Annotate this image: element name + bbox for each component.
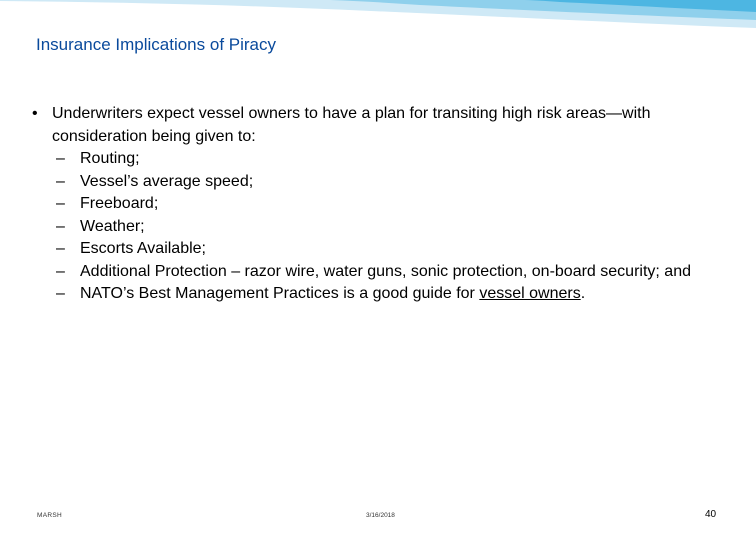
header-wave-decoration	[0, 0, 756, 40]
main-bullet	[32, 103, 722, 148]
list-item-text: Routing;	[80, 150, 140, 167]
list-item	[32, 193, 722, 216]
dash-icon: –	[56, 172, 65, 190]
bullet-icon: •	[32, 105, 38, 122]
footer-date: 3/16/2018	[366, 512, 395, 519]
nato-text-end: .	[580, 285, 586, 302]
nato-text: NATO’s Best Management Practices is a good guide for	[80, 285, 480, 302]
list-item-text: Weather;	[80, 217, 145, 235]
dash-icon: –	[56, 240, 65, 257]
dash-icon: –	[56, 285, 65, 302]
list-item	[32, 148, 722, 171]
dash-icon: –	[56, 195, 65, 212]
dash-icon: –	[56, 150, 65, 167]
vessel-owners-link[interactable]: vessel owners	[479, 285, 581, 302]
sub-list	[32, 148, 722, 306]
list-item	[32, 171, 722, 194]
list-item-text: Freeboard;	[80, 195, 159, 212]
list-item-nato	[32, 283, 722, 306]
list-item-text: Escorts Available;	[80, 240, 206, 257]
list-item-text: Additional Protection – razor wire, water guns, sonic protection, on-board security; and	[80, 262, 691, 280]
slide-title: Insurance Implications of Piracy	[36, 35, 276, 54]
page-number: 40	[705, 509, 717, 520]
slide-body	[32, 103, 722, 306]
dash-icon: –	[56, 217, 65, 235]
main-bullet-text: Underwriters expect vessel owners to have a plan for transiting high risk areas—with consideration being given to:	[52, 105, 651, 145]
list-item	[32, 238, 722, 261]
footer-brand: MARSH	[37, 512, 62, 519]
dash-icon: –	[56, 262, 65, 280]
list-item	[32, 261, 722, 284]
list-item-text: Vessel’s average speed;	[80, 172, 254, 190]
list-item	[32, 216, 722, 239]
